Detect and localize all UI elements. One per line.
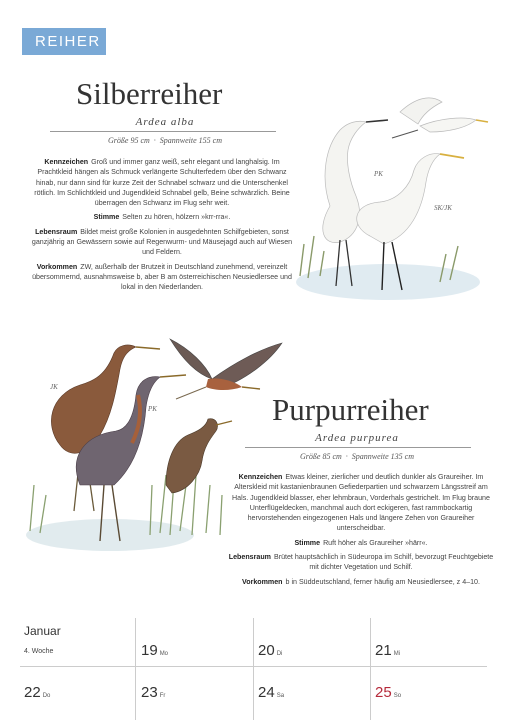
lebensraum-label: Lebensraum xyxy=(228,553,271,562)
species-latin-name: Ardea purpurea xyxy=(315,432,399,444)
stimme-label: Stimme xyxy=(93,213,120,222)
calendar-day[interactable] xyxy=(24,684,50,702)
day-number: 21 xyxy=(375,642,392,659)
vorkommen-text: b in Süddeutschland, ferner häufig am Neusiedlersee, z 4–10. xyxy=(285,577,480,586)
title-divider xyxy=(245,447,471,448)
kennzeichen-label: Kennzeichen xyxy=(44,158,89,166)
day-number: 25 xyxy=(375,684,392,701)
kennzeichen-text: Groß und immer ganz weiß, sehr elegant und langhalsig. Im Prachtkleid hängen als Schmuck verlängerte Schulterfedern über den Schwanz hinab, nur dann sind für kurze Zeit der Schnabel schwarz und die Unterschenkel rötlich. Im Schlichtkleid und Jugendkleid Schnabel gelb, Beine schwärzlich. Beine überragen den Schwanz im Flug sehr weit. xyxy=(34,158,290,208)
vorkommen-label: Vorkommen xyxy=(36,262,78,271)
size-line: Größe 85 cm · Spannweite 135 cm xyxy=(300,452,414,461)
weekday-label: Mi xyxy=(393,651,401,657)
kennzeichen-text: Etwas kleiner, zierlicher und deutlich dunkler als Graureiher. Im Alterskleid mit kastanienbraunen Gefiederpartien und schwarzem Längsstreif am Hals. Jugendkleid blasser, eher lehmbraun, Vorderhals gestrichelt. Im Flug braune Unterflügeldecken, manchmal auch dort eckigeren, fast rammbockartig hervorstehenden eingezogenen Hals und längere Zehen von Graureiher unterscheidbar. xyxy=(232,473,490,533)
stimme-text: Selten zu hören, hölzern »krr-rra«. xyxy=(122,213,231,222)
stimme-label: Stimme xyxy=(294,538,321,547)
species-latin-name: Ardea alba xyxy=(135,116,195,128)
week-calendar xyxy=(20,618,487,720)
calendar-divider xyxy=(370,618,371,720)
kennzeichen-label: Kennzeichen xyxy=(238,473,283,481)
section-tab: REIHER xyxy=(22,28,106,55)
calendar-month: Januar xyxy=(24,624,61,638)
day-number: 24 xyxy=(258,684,275,701)
day-number: 19 xyxy=(141,642,158,659)
size-value: Größe 85 cm xyxy=(300,452,342,461)
stimme-paragraph xyxy=(28,212,296,222)
species-description xyxy=(228,472,494,591)
size-line: Größe 95 cm · Spannweite 155 cm xyxy=(108,136,222,145)
weekday-label: So xyxy=(393,693,402,699)
stimme-paragraph xyxy=(228,538,494,548)
wingspan-value: Spannweite 135 cm xyxy=(351,452,414,461)
stimme-text: Ruft höher als Graureiher »hārr«. xyxy=(323,538,428,547)
weekday-label: Sa xyxy=(276,693,285,699)
illustration-label-pk: PK xyxy=(374,170,383,178)
day-number: 20 xyxy=(258,642,275,659)
lebensraum-label: Lebensraum xyxy=(35,227,78,236)
title-divider xyxy=(50,131,276,132)
illustration-label-skjk: SK/JK xyxy=(434,204,452,212)
lebensraum-paragraph xyxy=(28,227,296,258)
vorkommen-paragraph xyxy=(28,262,296,293)
illustration-label-pk2: PK xyxy=(148,405,157,413)
species-title-silberreiher: Silberreiher xyxy=(76,76,223,111)
species-description xyxy=(28,157,296,297)
calendar-day-sunday[interactable] xyxy=(375,684,401,702)
vorkommen-label: Vorkommen xyxy=(242,577,283,586)
calendar-divider xyxy=(135,618,136,720)
kennzeichen-paragraph xyxy=(228,472,494,534)
silberreiher-illustration xyxy=(280,86,492,310)
species-title-purpurreiher: Purpurreiher xyxy=(272,392,429,427)
day-number: 22 xyxy=(24,684,41,701)
weekday-label: Mo xyxy=(159,651,169,657)
day-number: 23 xyxy=(141,684,158,701)
calendar-day[interactable] xyxy=(141,642,168,660)
size-value: Größe 95 cm xyxy=(108,136,150,145)
calendar-week: 4. Woche xyxy=(24,648,54,655)
illustration-label-jk: JK xyxy=(50,383,58,391)
lebensraum-paragraph xyxy=(228,552,494,573)
calendar-day[interactable] xyxy=(258,642,282,660)
calendar-day[interactable] xyxy=(375,642,400,660)
vorkommen-text: ZW, außerhalb der Brutzeit in Deutschland zunehmend, vereinzelt übersommernd, ausnahmsweise b, aber B am österreichischen Neusiedlersee und lokal in den Niederlanden. xyxy=(32,262,292,292)
weekday-label: Di xyxy=(276,651,283,657)
calendar-row-divider xyxy=(20,666,487,667)
calendar-day[interactable] xyxy=(258,684,284,702)
calendar-day[interactable] xyxy=(141,684,165,702)
lebensraum-text: Brütet hauptsächlich in Südeuropa im Schilf, bevorzugt Feuchtgebiete mit dichter Vegetation und Schilf. xyxy=(273,553,494,572)
lebensraum-text: Bildet meist große Kolonien in ausgedehnten Schilfgebieten, sonst ganzjährig an Gewässern sowie auf Regenwurm- und Mäusejagd auch auf Wiesen und Feldern. xyxy=(31,227,293,257)
calendar-divider xyxy=(253,618,254,720)
kennzeichen-paragraph xyxy=(28,157,296,208)
vorkommen-paragraph xyxy=(228,577,494,587)
wingspan-value: Spannweite 155 cm xyxy=(159,136,222,145)
weekday-label: Do xyxy=(42,693,51,699)
weekday-label: Fr xyxy=(159,693,166,699)
